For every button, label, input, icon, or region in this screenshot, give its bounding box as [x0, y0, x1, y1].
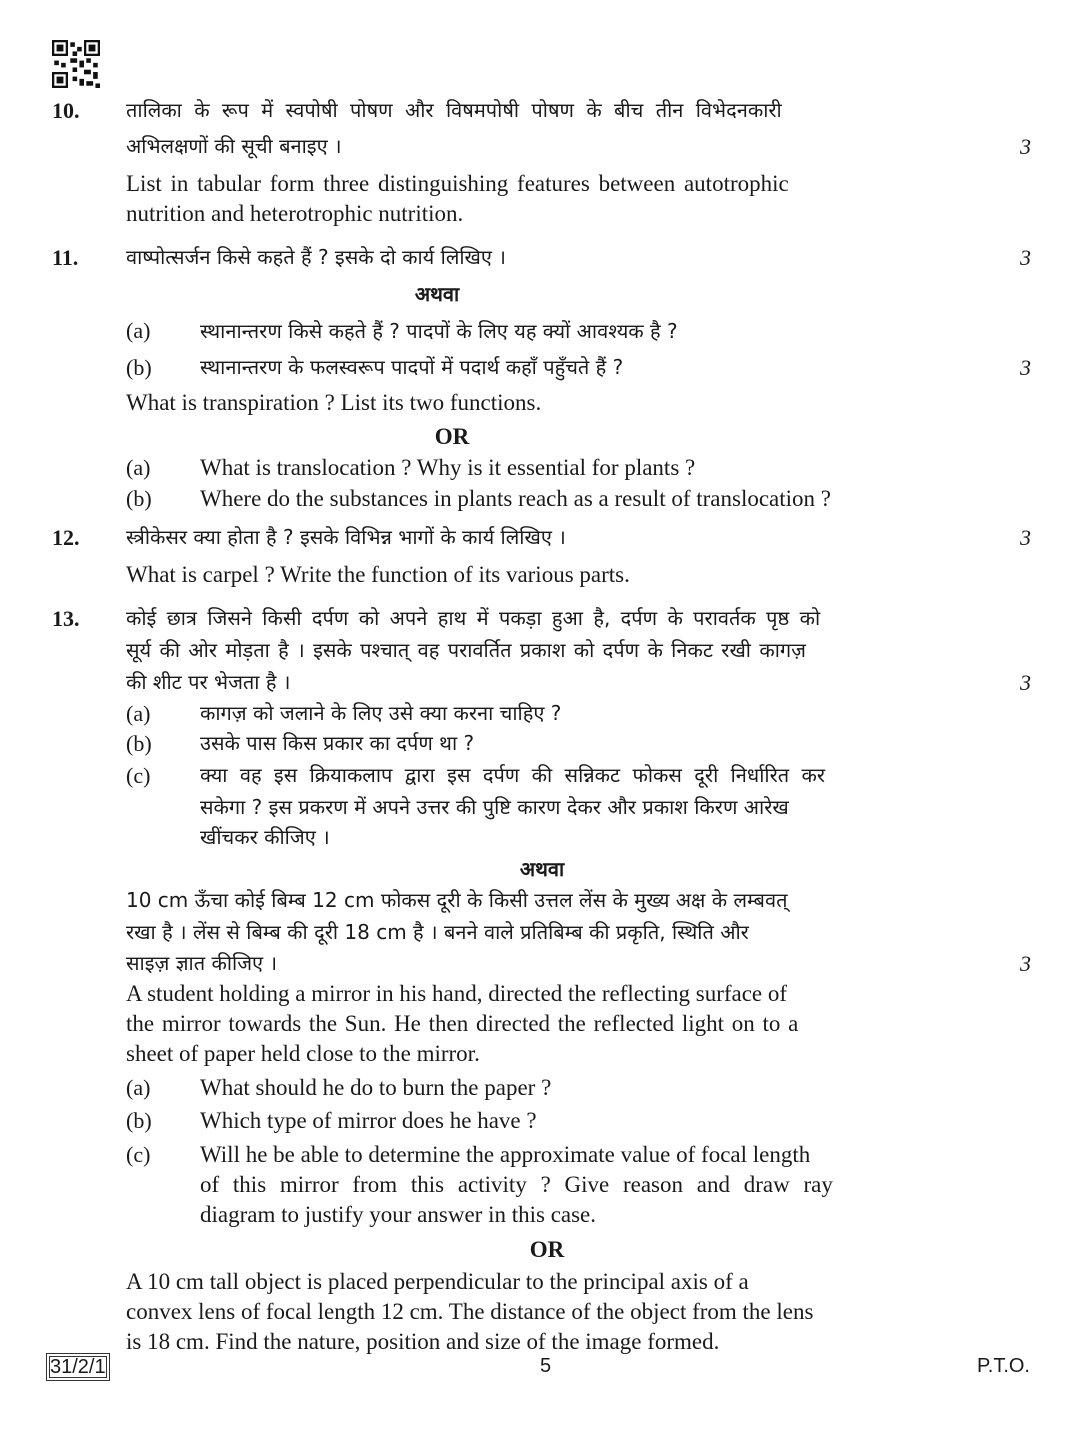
q13-hindi-c-line3: खींचकर कीजिए ।: [200, 825, 330, 849]
q13-english-line2: the mirror towards the Sun. He then directed the reflected light on to a: [126, 1011, 799, 1036]
q11-english-b: Where do the substances in plants reach as a result of translocation ?: [200, 486, 831, 511]
question-number: 13.: [52, 606, 80, 631]
question-number: 10.: [52, 98, 80, 123]
option-label: (a): [126, 455, 151, 480]
or-label-english: OR: [529, 1237, 565, 1262]
q11-hindi-a: स्थानान्तरण किसे कहते हैं ? पादपों के लिए यह क्यों आवश्यक है ?: [200, 319, 678, 343]
question-number: 11.: [52, 245, 79, 270]
marks: 3: [1020, 134, 1031, 159]
q13-hindi-line3: की शीट पर भेजता है ।: [126, 670, 291, 694]
q13-english-c-line2: of this mirror from this activity ? Give reason and draw ray: [200, 1172, 833, 1197]
paper-code: 31/2/1: [46, 1353, 110, 1381]
q10-hindi-line2: अभिलक्षणों की सूची बनाइए ।: [126, 134, 342, 158]
option-label: (a): [126, 318, 151, 343]
option-label: (a): [126, 1075, 151, 1100]
marks: 3: [1020, 525, 1031, 550]
q11-hindi: वाष्पोत्सर्जन किसे कहते हैं ? इसके दो कार्य लिखिए ।: [126, 245, 506, 269]
marks: 3: [1020, 245, 1031, 270]
q13-hindi-a: कागज़ को जलाने के लिए उसे क्या करना चाहिए ?: [200, 701, 562, 725]
q13-english-c-line1: Will he be able to determine the approximate value of focal length: [200, 1142, 811, 1167]
q12-english: What is carpel ? Write the function of its various parts.: [126, 562, 630, 587]
option-label: (b): [126, 355, 152, 380]
q13-english-b: Which type of mirror does he have ?: [200, 1108, 537, 1133]
q10-english-line2: nutrition and heterotrophic nutrition.: [126, 201, 464, 226]
pto-label: P.T.O.: [977, 1355, 1030, 1377]
marks: 3: [1020, 355, 1031, 380]
q12-hindi: स्त्रीकेसर क्या होता है ? इसके विभिन्न भागों के कार्य लिखिए ।: [126, 525, 566, 549]
marks: 3: [1020, 951, 1031, 976]
q11-english-a: What is translocation ? Why is it essential for plants ?: [200, 455, 696, 480]
option-label: (b): [126, 1108, 152, 1133]
option-label: (b): [126, 486, 152, 511]
q13-or-english-line2: convex lens of focal length 12 cm. The distance of the object from the lens: [126, 1299, 814, 1324]
q13-or-hindi-line3: साइज़ ज्ञात कीजिए ।: [126, 951, 278, 975]
q11-hindi-b: स्थानान्तरण के फलस्वरूप पादपों में पदार्थ कहाँ पहुँचते हैं ?: [200, 355, 624, 379]
q13-english-line1: A student holding a mirror in his hand, directed the reflecting surface of: [126, 981, 788, 1006]
q11-english: What is transpiration ? List its two functions.: [126, 390, 542, 415]
q13-or-english-line1: A 10 cm tall object is placed perpendicular to the principal axis of a: [126, 1269, 749, 1294]
marks: 3: [1020, 670, 1031, 695]
qr-code: [52, 40, 100, 88]
page-number: 5: [540, 1355, 552, 1377]
q13-hindi-line1: कोई छात्र जिसने किसी दर्पण को अपने हाथ में पकड़ा हुआ है, दर्पण के परावर्तक पृष्ठ को: [126, 606, 821, 630]
q13-or-hindi-line1: 10 cm ऊँचा कोई बिम्ब 12 cm फोकस दूरी के किसी उत्तल लेंस के मुख्य अक्ष के लम्बवत्: [126, 888, 788, 912]
q13-hindi-c-line1: क्या वह इस क्रियाकलाप द्वारा इस दर्पण की सन्निकट फोकस दूरी निर्धारित कर: [200, 763, 826, 787]
or-label-hindi: अथवा: [414, 282, 460, 306]
q13-or-english-line3: is 18 cm. Find the nature, position and size of the image formed.: [126, 1329, 720, 1354]
q13-hindi-c-line2: सकेगा ? इस प्रकरण में अपने उत्तर की पुष्टि कारण देकर और प्रकाश किरण आरेख: [200, 795, 789, 819]
q13-english-c-line3: diagram to justify your answer in this case.: [200, 1202, 597, 1227]
or-label-english: OR: [434, 424, 470, 449]
option-label: (b): [126, 731, 152, 756]
option-label: (a): [126, 701, 151, 726]
option-label: (c): [126, 1142, 151, 1167]
q13-hindi-line2: सूर्य की ओर मोड़ता है । इसके पश्चात् वह परावर्तित प्रकाश को दर्पण के निकट रखी कागज़: [126, 638, 806, 662]
q10-hindi-line1: तालिका के रूप में स्वपोषी पोषण और विषमपोषी पोषण के बीच तीन विभेदनकारी: [126, 98, 782, 122]
q13-english-a: What should he do to burn the paper ?: [200, 1075, 552, 1100]
question-number: 12.: [52, 525, 80, 550]
q13-english-line3: sheet of paper held close to the mirror.: [126, 1041, 480, 1066]
option-label: (c): [126, 763, 151, 788]
q10-english-line1: List in tabular form three distinguishing features between autotrophic: [126, 171, 789, 196]
q13-hindi-b: उसके पास किस प्रकार का दर्पण था ?: [200, 731, 475, 755]
or-label-hindi: अथवा: [519, 857, 565, 881]
q13-or-hindi-line2: रखा है । लेंस से बिम्ब की दूरी 18 cm है । बनने वाले प्रतिबिम्ब की प्रकृति, स्थिति और: [126, 920, 749, 944]
